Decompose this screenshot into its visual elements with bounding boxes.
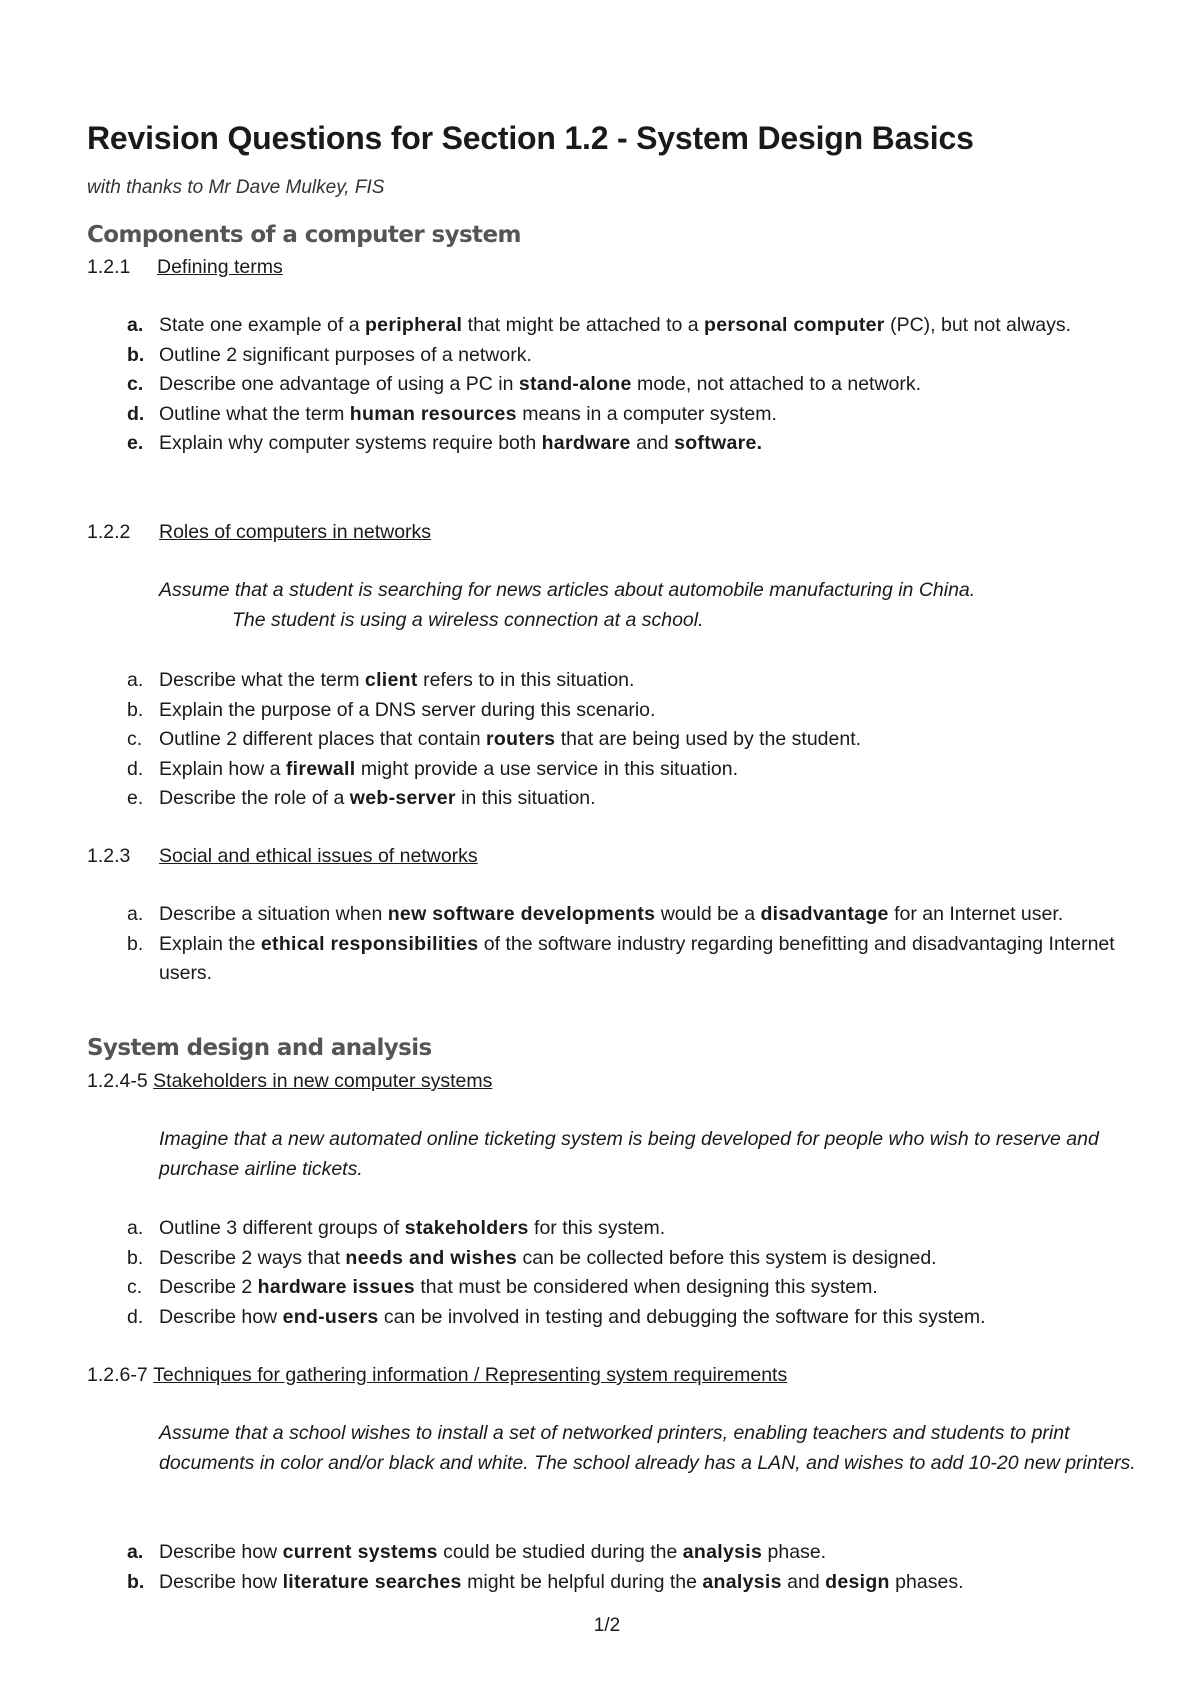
subsection-number: 1.2.6-7 (87, 1364, 148, 1386)
subsection-1-2-1 (87, 256, 283, 279)
question-text: Outline what the term human resources means in a computer system. (159, 402, 777, 425)
question-item (87, 666, 1137, 696)
question-item (87, 1244, 1137, 1274)
subsection-1-2-2 (87, 521, 431, 544)
question-marker: b. (127, 932, 144, 955)
subsection-1-2-6-7 (87, 1364, 787, 1387)
question-marker: c. (127, 1276, 143, 1298)
question-item (87, 1273, 1137, 1303)
question-text: Explain how a firewall might provide a use service in this situation. (159, 757, 739, 780)
question-text: Explain the ethical responsibilities of the software industry regarding benefitting and disadvantaging Internet users. (159, 932, 1115, 984)
question-marker: a. (127, 1541, 144, 1563)
subsection-number: 1.2.1 (87, 256, 131, 278)
question-item (87, 900, 1137, 930)
subsection-label: Stakeholders in new computer systems (153, 1070, 493, 1092)
subsection-label: Techniques for gathering information / Representing system requirements (153, 1364, 788, 1386)
subsection-1-2-3 (87, 845, 478, 868)
question-text: Describe 2 ways that needs and wishes can be collected before this system is designed. (159, 1246, 937, 1269)
subsection-1-2-4-5 (87, 1070, 492, 1093)
question-text: State one example of a peripheral that might be attached to a personal computer (PC), but not always. (159, 314, 1072, 336)
subsection-number: 1.2.3 (87, 845, 131, 867)
question-item (87, 696, 1137, 726)
question-text: Describe 2 hardware issues that must be considered when designing this system. (159, 1276, 878, 1298)
question-marker: a. (127, 1217, 144, 1239)
question-marker: d. (127, 402, 145, 425)
subsection-number: 1.2.4-5 (87, 1070, 148, 1092)
question-item (87, 370, 1137, 400)
question-text: Describe one advantage of using a PC in stand-alone mode, not attached to a network. (159, 373, 922, 395)
question-item (87, 784, 1137, 814)
question-item (87, 930, 1137, 989)
question-item (87, 429, 1137, 459)
subsection-label: Roles of computers in networks (159, 521, 432, 543)
question-text: Outline 2 significant purposes of a network. (159, 343, 532, 366)
question-marker: e. (127, 787, 144, 809)
subsection-label: Social and ethical issues of networks (159, 845, 478, 867)
question-item (87, 1538, 1137, 1568)
question-item (87, 400, 1137, 430)
question-list-1-2-3 (87, 900, 1137, 989)
question-text: Explain the purpose of a DNS server during this scenario. (159, 698, 656, 721)
question-text: Describe how literature searches might be helpful during the analysis and design phases. (159, 1570, 964, 1593)
document-title: Revision Questions for Section 1.2 - System Design Basics (87, 120, 974, 156)
scenario-paragraph (159, 575, 1159, 635)
question-marker: c. (127, 728, 143, 750)
question-marker: a. (127, 669, 144, 691)
question-list-1-2-1 (87, 311, 1137, 459)
question-text: Describe the role of a web-server in this situation. (159, 787, 596, 809)
scenario-paragraph: Assume that a school wishes to install a set of networked printers, enabling teachers and students to print documents in color and/or black and white. The school already has a LAN, and wishes to add 10-20 new printers. (159, 1422, 1136, 1474)
question-item (87, 725, 1137, 755)
scenario-paragraph: Imagine that a new automated online ticketing system is being developed for people who wish to reserve and purchase airline tickets. (159, 1128, 1099, 1180)
question-marker: b. (127, 343, 145, 366)
question-marker: a. (127, 314, 144, 336)
question-item (87, 1568, 1137, 1598)
question-text: Describe a situation when new software developments would be a disadvantage for an Internet user. (159, 903, 1064, 925)
section-heading-system-design: System design and analysis (87, 1035, 432, 1061)
scenario-line: Assume that a student is searching for news articles about automobile manufacturing in China. (159, 579, 976, 601)
question-list-1-2-2 (87, 666, 1137, 814)
question-item (87, 341, 1137, 371)
question-marker: b. (127, 1570, 145, 1593)
question-text: Outline 3 different groups of stakeholders for this system. (159, 1217, 666, 1239)
question-text: Describe what the term client refers to in this situation. (159, 669, 635, 691)
question-item (87, 1214, 1137, 1244)
question-text: Explain why computer systems require both hardware and software. (159, 432, 763, 454)
question-item (87, 1303, 1137, 1333)
scenario-line: The student is using a wireless connection at a school. (232, 609, 704, 631)
question-marker: b. (127, 1246, 144, 1269)
question-text: Outline 2 different places that contain routers that are being used by the student. (159, 728, 862, 750)
question-list-1-2-4-5 (87, 1214, 1137, 1332)
question-marker: a. (127, 903, 144, 925)
page-number: 1/2 (593, 1615, 621, 1636)
question-list-1-2-6-7 (87, 1538, 1137, 1597)
question-item (87, 311, 1137, 341)
section-heading-components: Components of a computer system (87, 222, 521, 248)
question-marker: b. (127, 698, 144, 721)
subsection-number: 1.2.2 (87, 521, 131, 543)
subsection-label: Defining terms (157, 256, 283, 278)
question-marker: c. (127, 373, 144, 395)
question-marker: d. (127, 757, 144, 780)
question-marker: d. (127, 1305, 144, 1328)
question-text: Describe how current systems could be studied during the analysis phase. (159, 1541, 827, 1563)
document-subtitle: with thanks to Mr Dave Mulkey, FIS (87, 177, 385, 198)
question-item (87, 755, 1137, 785)
question-text: Describe how end-users can be involved in testing and debugging the software for this system. (159, 1305, 986, 1328)
question-marker: e. (127, 432, 144, 454)
